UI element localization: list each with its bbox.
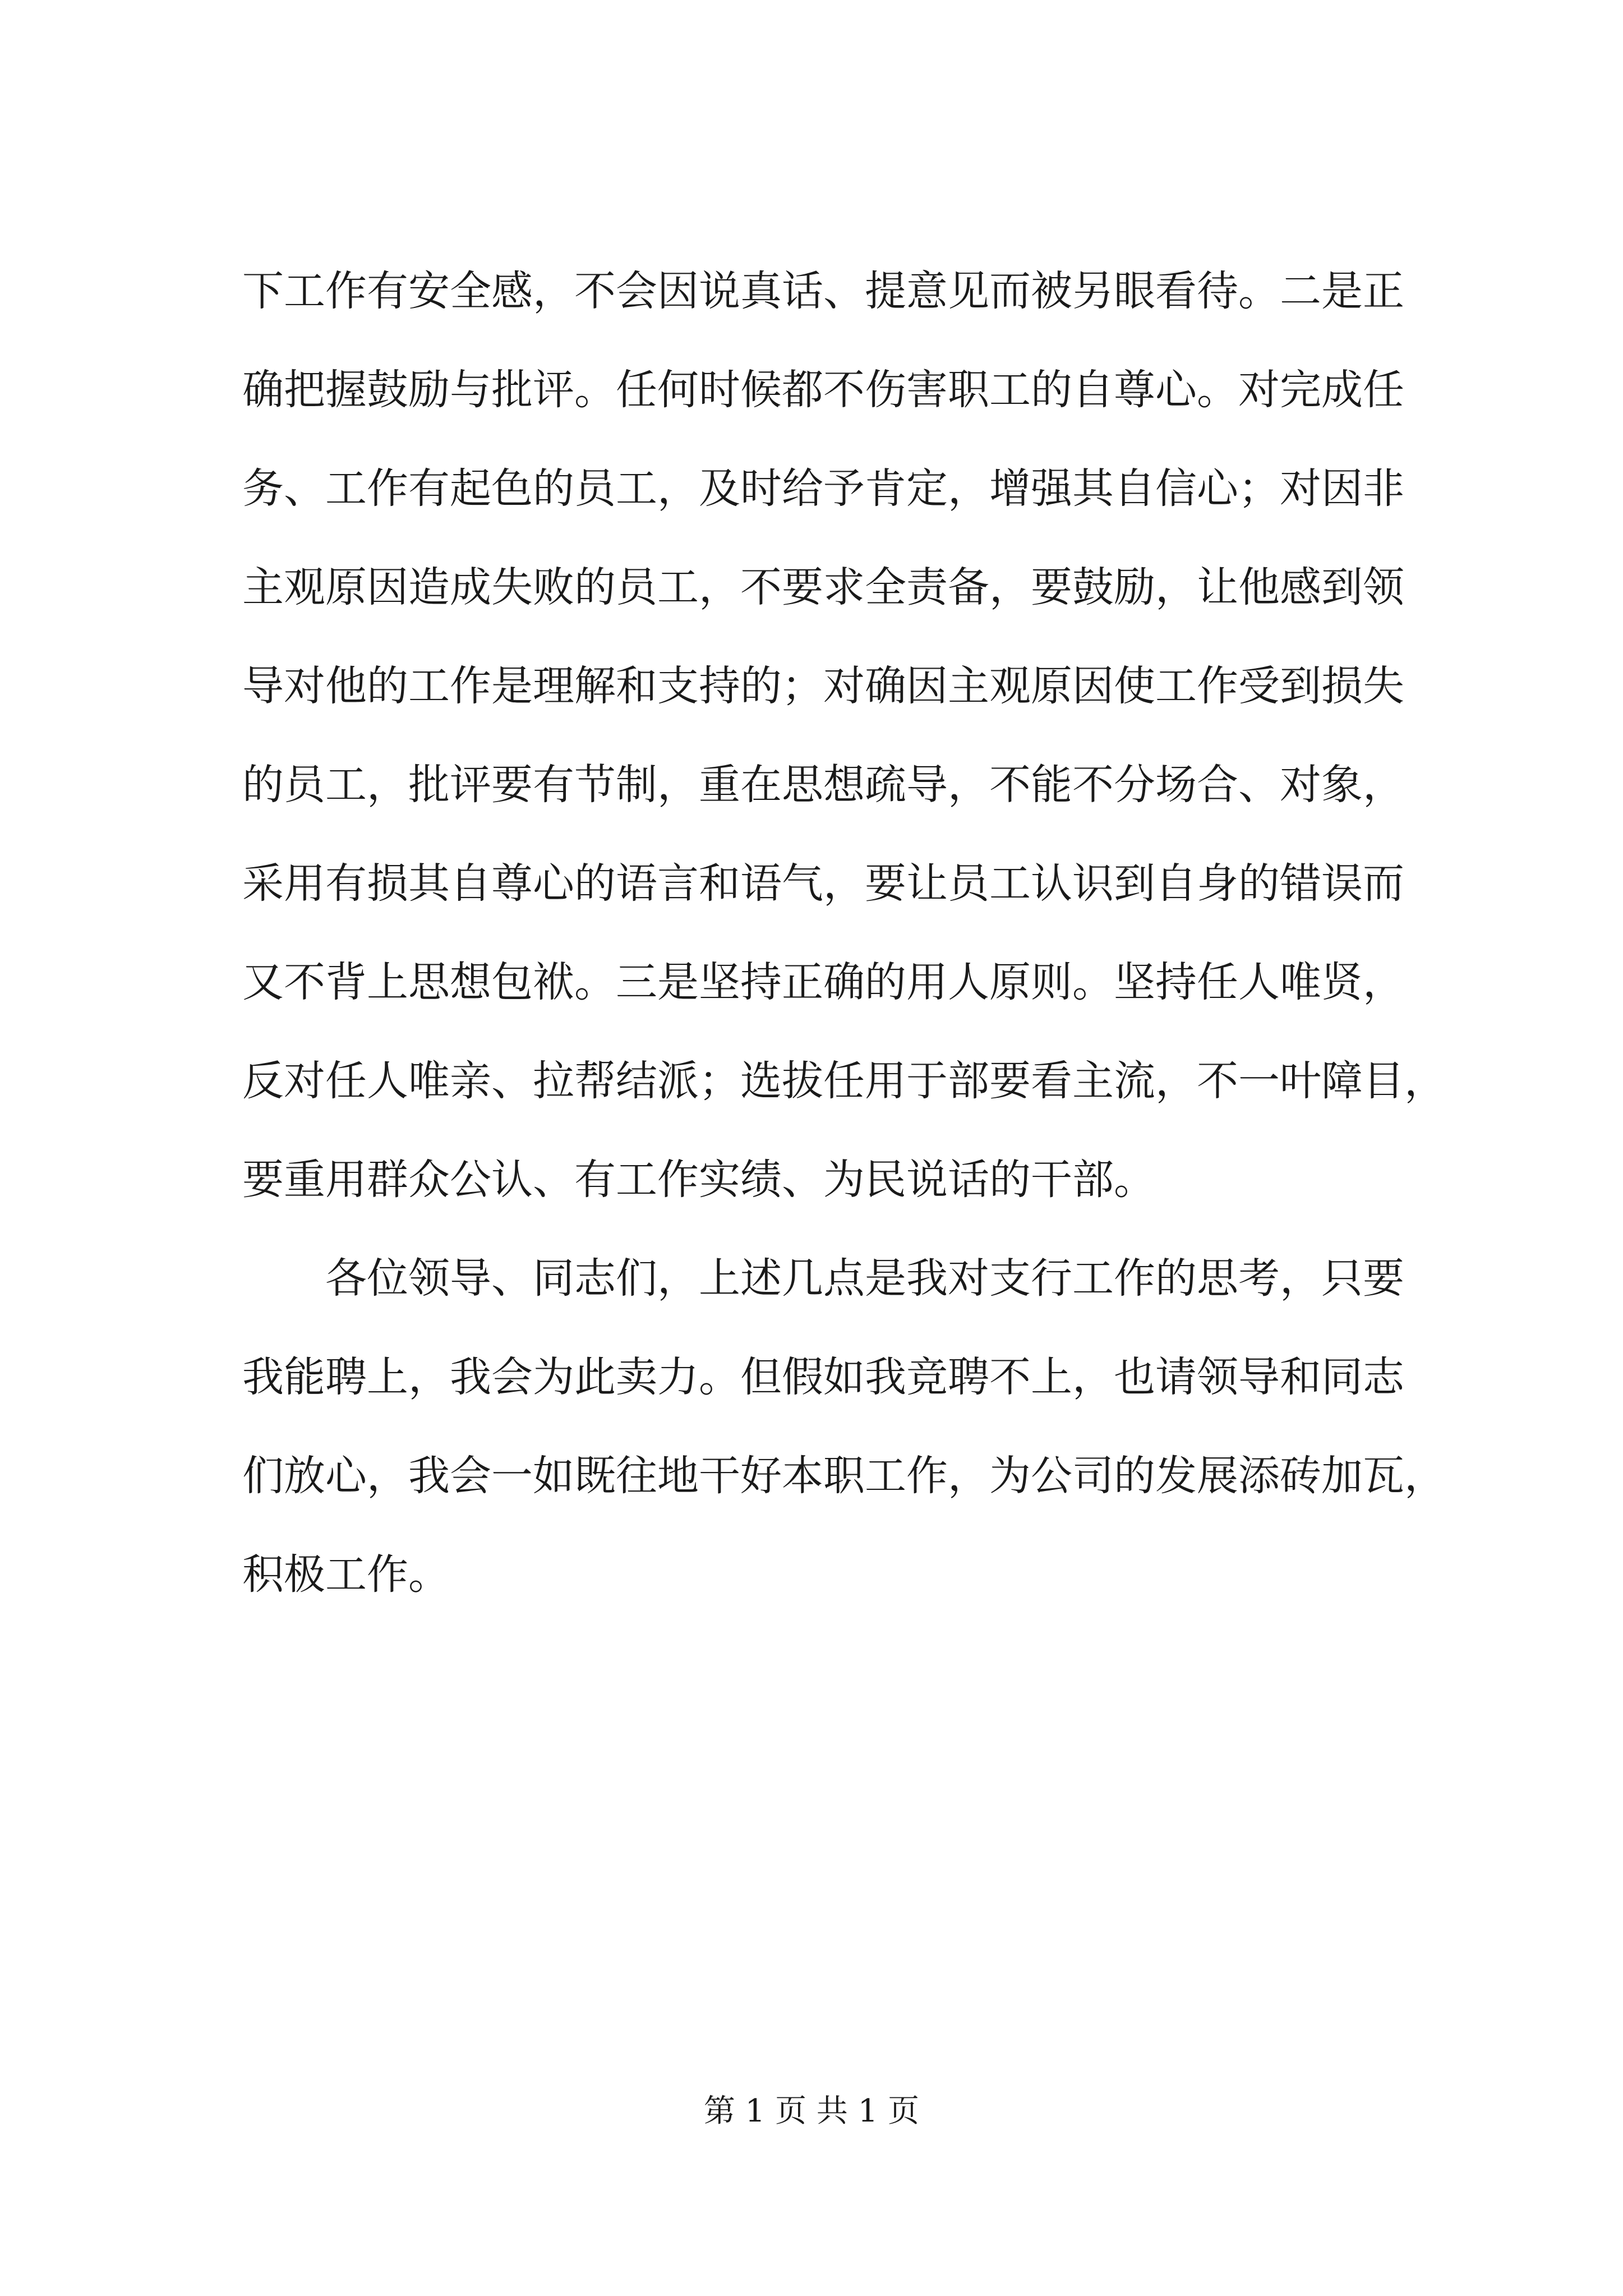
document-body: [242, 267, 1446, 1650]
paragraph-2-line-2: 我能聘上，我会为此卖力。但假如我竞聘不上，也请领导和同志: [242, 1353, 1404, 1401]
paragraph-2-line-4: 积极工作。: [242, 1550, 450, 1599]
page-footer: [0, 2093, 1623, 2129]
paragraph-1-line-10: 要重用群众公认、有工作实绩、为民说话的干部。: [242, 1156, 1155, 1204]
paragraph-1-line-4: 主观原因造成失败的员工，不要求全责备，要鼓励，让他感到领: [242, 563, 1404, 611]
paragraph-1-line-8: 又不背上思想包袱。三是坚持正确的用人原则。坚持任人唯贤，: [242, 958, 1404, 1006]
paragraph-1-line-7: 采用有损其自尊心的语言和语气，要让员工认识到自身的错误而: [242, 859, 1404, 908]
paragraph-1-line-5: 导对他的工作是理解和支持的；对确因主观原因使工作受到损失: [242, 662, 1404, 710]
paragraph-1-line-6: 的员工，批评要有节制，重在思想疏导，不能不分场合、对象，: [242, 761, 1404, 809]
paragraph-1-line-2: 确把握鼓励与批评。任何时候都不伤害职工的自尊心。对完成任: [242, 366, 1404, 414]
paragraph-2-line-1: 各位领导、同志们，上述几点是我对支行工作的思考，只要: [325, 1254, 1404, 1303]
paragraph-2-line-3: 们放心，我会一如既往地干好本职工作，为公司的发展添砖加瓦，: [242, 1452, 1446, 1500]
paragraph-1-line-9: 反对任人唯亲、拉帮结派；选拔任用于部要看主流，不一叶障目，: [242, 1057, 1446, 1105]
page-number-label: 第 1 页 共 1 页: [703, 2093, 920, 2129]
paragraph-1-line-1: 下工作有安全感，不会因说真话、提意见而被另眼看待。二是正: [242, 267, 1404, 315]
paragraph-1-line-3: 务、工作有起色的员工，及时给予肯定，增强其自信心；对因非: [242, 464, 1404, 513]
